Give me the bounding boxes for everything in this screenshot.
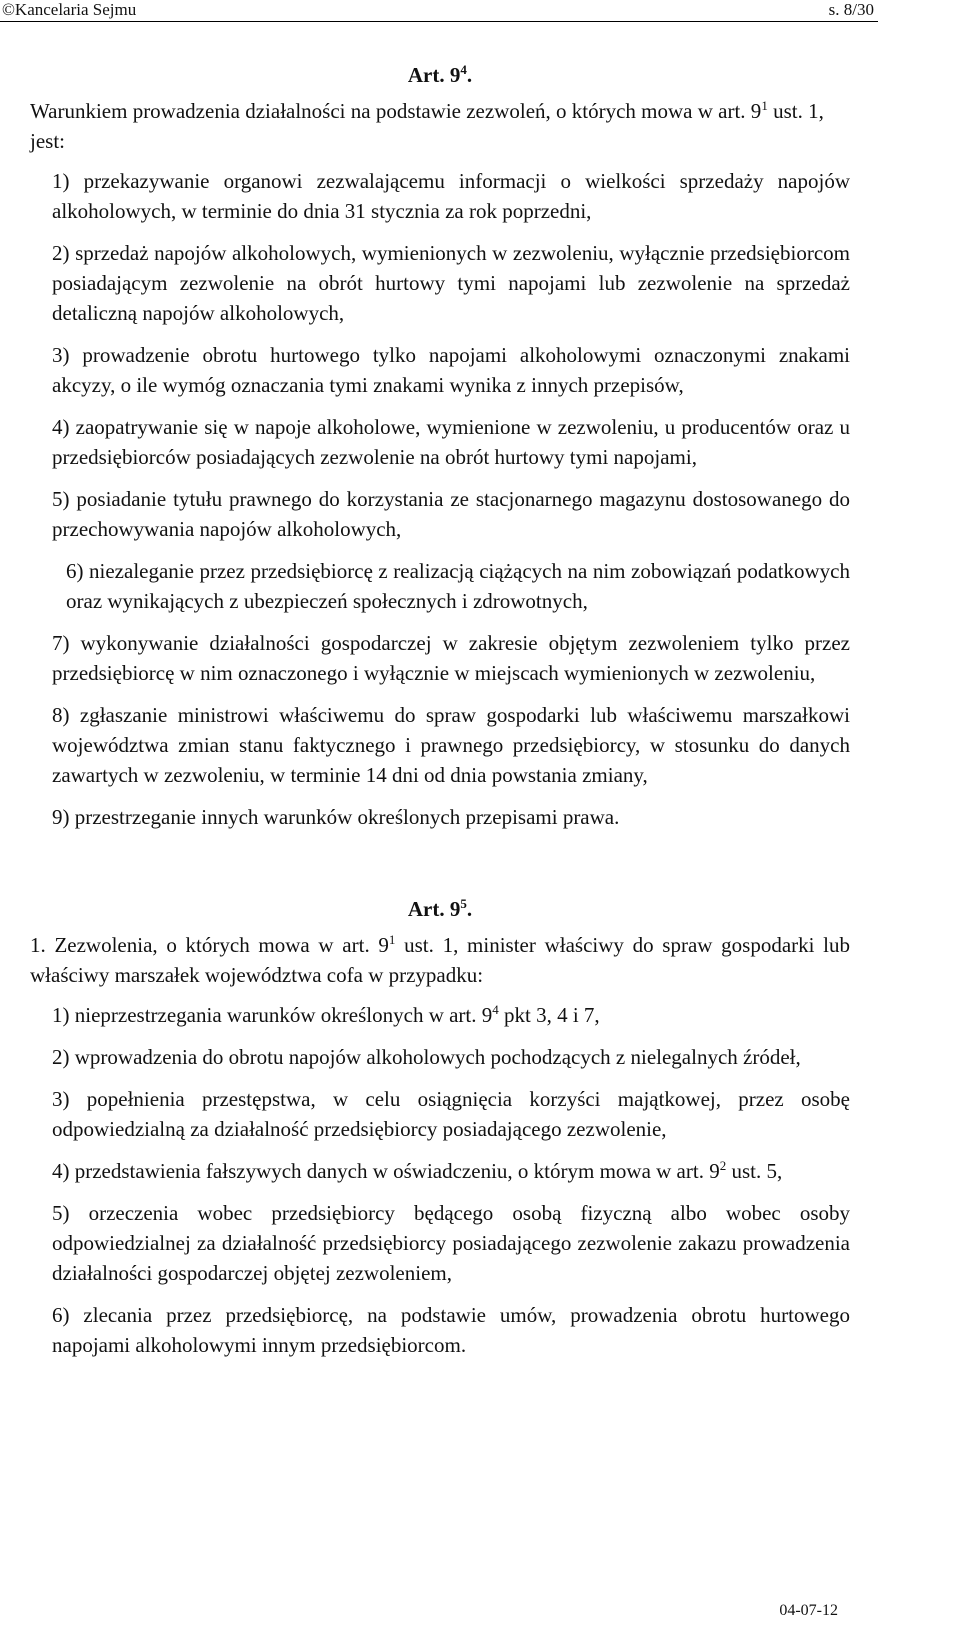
article-9-4-intro: Warunkiem prowadzenia działalności na podstawie zezwoleń, o których mowa w art. $9^1$ ust. 1, jest: [30, 98, 824, 153]
list-item: 4) zaopatrywanie się w napoje alkoholowe, wymienione w zezwoleniu, u producentów oraz u przedsiębiorców posiadających zezwolenie na obrót hurtowy tymi napojami, [52, 415, 850, 469]
list-item: 9) przestrzeganie innych warunków określonych przepisami prawa. [52, 805, 620, 829]
section-spacer [30, 844, 850, 886]
article-9-5-title: Art. $9^5$. [407, 896, 473, 921]
list-item: 6) zlecania przez przedsiębiorcę, na podstawie umów, prowadzenia obrotu hurtowego napojami alkoholowymi innym przedsiębiorcom. [52, 1303, 850, 1357]
list-item: 2) wprowadzenia do obrotu napojów alkoholowych pochodzących z nielegalnych źródeł, [52, 1045, 801, 1069]
list-item: 1) nieprzestrzegania warunków określonych w art. $9^4$ pkt 3, 4 i 7, [52, 1002, 600, 1027]
list-item: 2) sprzedaż napojów alkoholowych, wymienionych w zezwoleniu, wyłącznie przedsiębiorcom posiadającym zezwolenie na obrót hurtowy tymi napojami lub zezwolenie na sprzedaż detaliczną napojów alkoholowych, [52, 241, 850, 325]
document-body [30, 52, 850, 1372]
list-item: 4) przedstawienia fałszywych danych w oświadczeniu, o którym mowa w art. $9^2$ ust. 5, [52, 1158, 783, 1183]
page-header [0, 0, 960, 22]
list-item: 1) przekazywanie organowi zezwalającemu informacji o wielkości sprzedaży napojów alkoholowych, w terminie do dnia 31 stycznia za rok poprzedni, [52, 169, 850, 223]
list-item: 7) wykonywanie działalności gospodarczej w zakresie objętym zezwoleniem tylko przez przedsiębiorcę w nim oznaczonego i wyłącznie w miejscach wymienionych w zezwoleniu, [52, 631, 850, 685]
article-9-4-title: Art. $9^4$. [407, 62, 473, 87]
list-item: 5) posiadanie tytułu prawnego do korzystania ze stacjonarnego magazynu dostosowanego do przechowywania napojów alkoholowych, [52, 487, 850, 541]
list-item: 8) zgłaszanie ministrowi właściwemu do spraw gospodarki lub właściwemu marszałkowi województwa zmian stanu faktycznego i prawnego przedsiębiorcy, w stosunku do danych zawartych w zezwoleniu, w terminie 14 dni od dnia powstania zmiany, [52, 703, 850, 787]
header-rule [0, 21, 878, 22]
list-item: 5) orzeczenia wobec przedsiębiorcy będącego osobą fizyczną albo wobec osoby odpowiedzialnej za działalność przedsiębiorcy posiadającego zezwolenie zakazu prowadzenia działalności gospodarczej objętej zezwoleniem, [52, 1201, 850, 1285]
page-number: s. 8/30 [828, 0, 874, 19]
article-9-5-ust-1: 1. Zezwolenia, o których mowa w art. $9^1$ ust. 1, minister właściwy do spraw gospodarki lub właściwy marszałek województwa cofa w przypadku: [30, 932, 851, 987]
footer-date: 04-07-12 [779, 1602, 838, 1619]
list-item: 3) prowadzenie obrotu hurtowego tylko napojami alkoholowymi oznaczonymi znakami akcyzy, o ile wymóg oznaczania tymi znakami wynika z innych przepisów, [52, 343, 850, 397]
list-item: 6) niezaleganie przez przedsiębiorcę z realizacją ciążących na nim zobowiązań podatkowych oraz wynikających z ubezpieczeń społecznych i zdrowotnych, [66, 559, 850, 613]
list-item: 3) popełnienia przestępstwa, w celu osiągnięcia korzyści majątkowej, przez osobę odpowiedzialną za działalność przedsiębiorcy posiadającego zezwolenie, [52, 1087, 850, 1141]
copyright-text: ©Kancelaria Sejmu [2, 0, 137, 19]
